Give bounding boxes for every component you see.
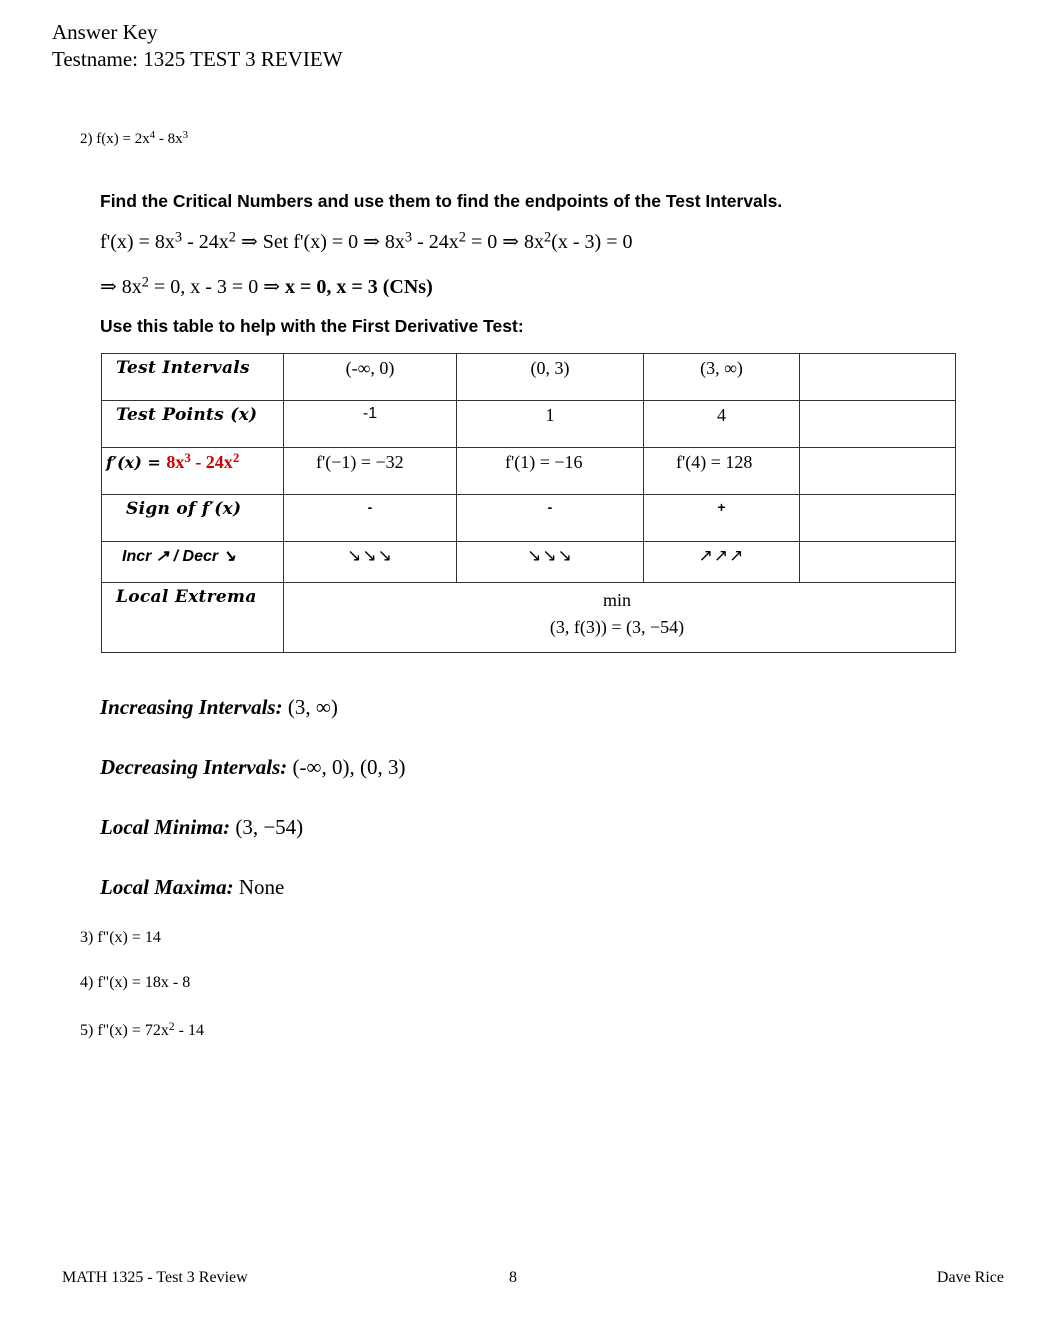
- extrema-point: (3, f(3)) = (3, −54): [549, 617, 685, 637]
- interval-cell: (0, 3): [457, 354, 644, 401]
- problem-number: 2): [80, 131, 93, 147]
- label-incr-decr: Incr ↗ / Decr ↘: [102, 542, 284, 583]
- critical-numbers: x = 0, x = 3 (CNs): [284, 276, 433, 298]
- arrow-cell: ↘↘↘: [284, 542, 457, 583]
- derivation-line-1: $f'(x) = 8x^3 - 24x^2$ ⇒ Set f'(x) = 0 ⇒ $8x^3 - 24x^2 = 0$ ⇒ $8x^2(x - 3) = 0$: [100, 229, 633, 253]
- local-minima: Local Minima: (3, −54): [100, 815, 304, 839]
- extrema-type: min: [602, 590, 631, 610]
- problem-3: 3) f"(x) = 14: [80, 929, 161, 946]
- derivation-line-2: ⇒ $8x^2 = 0$, x - 3 = 0 ⇒ x = 0, x = 3 (CNs): [100, 274, 433, 298]
- instruction-find-critical: Find the Critical Numbers and use them to find the endpoints of the Test Intervals.: [100, 191, 783, 211]
- header-testname: Testname: 1325 TEST 3 REVIEW: [52, 47, 343, 71]
- arrow-cell: ↘↘↘: [457, 542, 644, 583]
- extrema-cell: [284, 583, 956, 653]
- label-sign: Sign of f′(x): [102, 495, 284, 542]
- sign-cell: +: [644, 495, 800, 542]
- decreasing-intervals: Decreasing Intervals: (-∞, 0), (0, 3): [100, 755, 406, 779]
- sign-cell: -: [284, 495, 457, 542]
- point-cell: 4: [644, 401, 800, 448]
- row-test-points: [102, 401, 956, 448]
- interval-cell: (-∞, 0): [284, 354, 457, 401]
- problem-2-statement: 2) $f(x) = 2x^4 - 8x^3$: [80, 129, 189, 147]
- row-sign: [102, 495, 956, 542]
- problem-5: 5) f"(x) = $72x^2 - 14$: [80, 1020, 204, 1039]
- row-fprime: [102, 448, 956, 495]
- row-test-intervals: [102, 354, 956, 401]
- row-incr-decr: [102, 542, 956, 583]
- label-test-intervals: Test Intervals: [102, 354, 284, 401]
- row-local-extrema: [102, 583, 956, 653]
- interval-cell: (3, ∞): [644, 354, 800, 401]
- fprime-value-cell: f'(−1) = −32: [284, 448, 457, 495]
- empty-cell: [800, 448, 956, 495]
- header-answer-key: Answer Key: [52, 20, 158, 44]
- empty-cell: [800, 542, 956, 583]
- label-fprime: $f'(x) = 8x^3 - 24x^2$: [102, 448, 284, 495]
- empty-cell: [800, 354, 956, 401]
- footer-author: Dave Rice: [936, 1269, 1004, 1286]
- fprime-value-cell: f'(1) = −16: [457, 448, 644, 495]
- increasing-intervals: Increasing Intervals: (3, ∞): [100, 695, 338, 719]
- arrow-cell: ↗↗↗: [644, 542, 800, 583]
- footer-page-number: 8: [509, 1269, 517, 1286]
- problem-4: 4) f"(x) = 18x - 8: [80, 974, 191, 991]
- label-test-points: Test Points (x): [102, 401, 284, 448]
- local-maxima: Local Maxima: None: [100, 875, 285, 899]
- empty-cell: [800, 495, 956, 542]
- empty-cell: [800, 401, 956, 448]
- instruction-use-table: Use this table to help with the First Derivative Test:: [100, 316, 524, 336]
- point-cell: 1: [457, 401, 644, 448]
- point-cell: -1: [284, 401, 457, 448]
- first-derivative-table: [101, 353, 956, 653]
- label-local-extrema: Local Extrema: [102, 583, 284, 653]
- footer-course: MATH 1325 - Test 3 Review: [62, 1269, 248, 1286]
- sign-cell: -: [457, 495, 644, 542]
- fprime-value-cell: f'(4) = 128: [644, 448, 800, 495]
